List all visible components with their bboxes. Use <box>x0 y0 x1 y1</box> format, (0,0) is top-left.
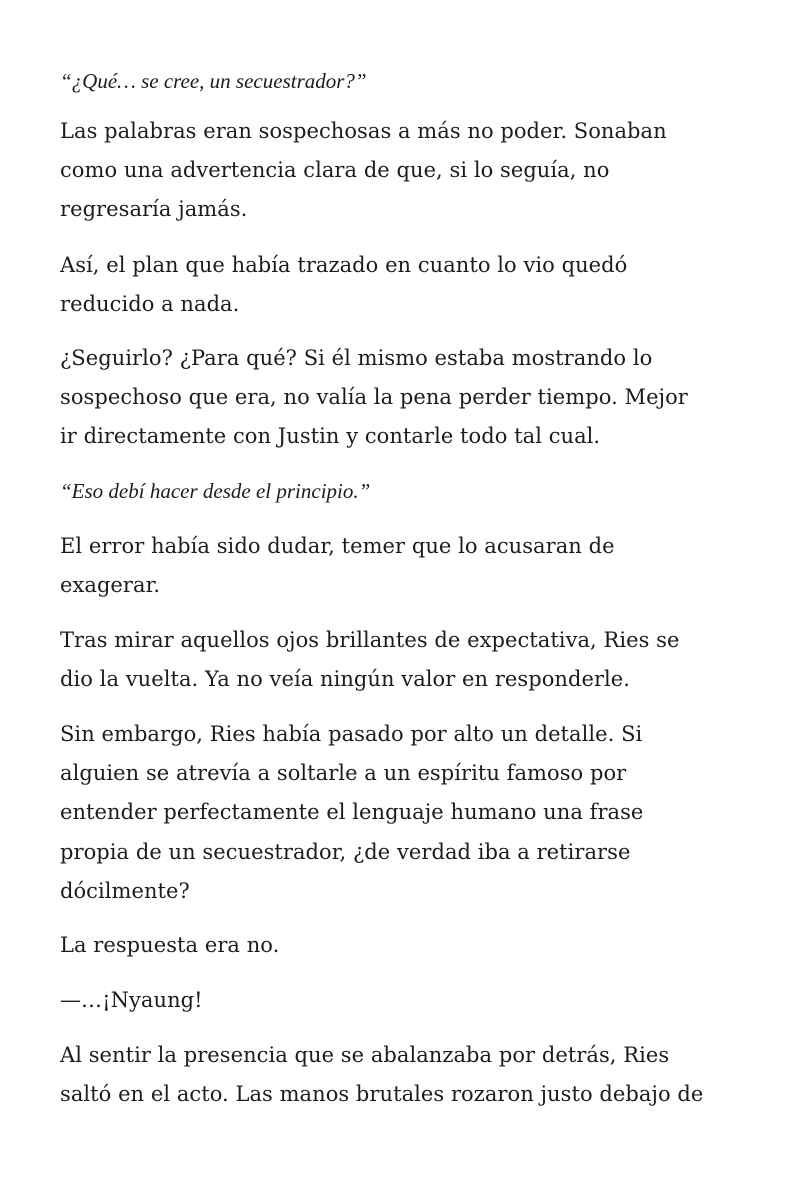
text-line: propia de un secuestrador, ¿de verdad iba a retirarse <box>60 839 631 864</box>
text-line: “Eso debí hacer desde el principio.” <box>60 479 371 503</box>
text-line: La respuesta era no. <box>60 933 280 957</box>
paragraph <box>60 112 667 230</box>
text-line: dio la vuelta. Ya no veía ningún valor en responderle. <box>60 667 631 692</box>
paragraph <box>60 715 643 911</box>
text-line: Así, el plan que había trazado en cuanto lo vio quedó <box>60 253 628 277</box>
text-line: Tras mirar aquellos ojos brillantes de expectativa, Ries se <box>60 628 680 652</box>
text-line: como una advertencia clara de que, si lo seguía, no <box>60 158 610 183</box>
paragraph <box>60 246 627 324</box>
text-line: sospechoso que era, no valía la pena perder tiempo. Mejor <box>60 385 688 410</box>
text-line: reducido a nada. <box>60 292 240 317</box>
paragraph <box>60 527 615 605</box>
text-line: ¿Seguirlo? ¿Para qué? Si él mismo estaba mostrando lo <box>60 346 653 370</box>
paragraph <box>60 339 688 457</box>
text-line: dócilmente? <box>60 878 190 903</box>
text-line: entender perfectamente el lenguaje humano una frase <box>60 800 644 825</box>
paragraph <box>60 981 203 1020</box>
text-line: exagerar. <box>60 573 161 598</box>
text-line: Las palabras eran sospechosas a más no poder. Sonaban <box>60 119 667 143</box>
text-line: regresaría jamás. <box>60 197 248 222</box>
text-line: saltó en el acto. Las manos brutales rozaron justo debajo de <box>60 1082 704 1107</box>
text-line: El error había sido dudar, temer que lo acusaran de <box>60 534 615 558</box>
text-line: ir directamente con Justin y contarle todo tal cual. <box>60 424 601 449</box>
inner-thought <box>60 68 367 94</box>
text-line: —…¡Nyaung! <box>60 988 203 1012</box>
paragraph <box>60 926 279 965</box>
inner-thought <box>60 478 370 504</box>
paragraph <box>60 1036 703 1114</box>
text-line: “¿Qué… se cree, un secuestrador?” <box>60 69 367 93</box>
text-line: alguien se atrevía a soltarle a un espíritu famoso por <box>60 761 627 786</box>
paragraph <box>60 621 679 699</box>
text-line: Al sentir la presencia que se abalanzaba por detrás, Ries <box>60 1043 670 1067</box>
text-line: Sin embargo, Ries había pasado por alto un detalle. Si <box>60 722 643 746</box>
